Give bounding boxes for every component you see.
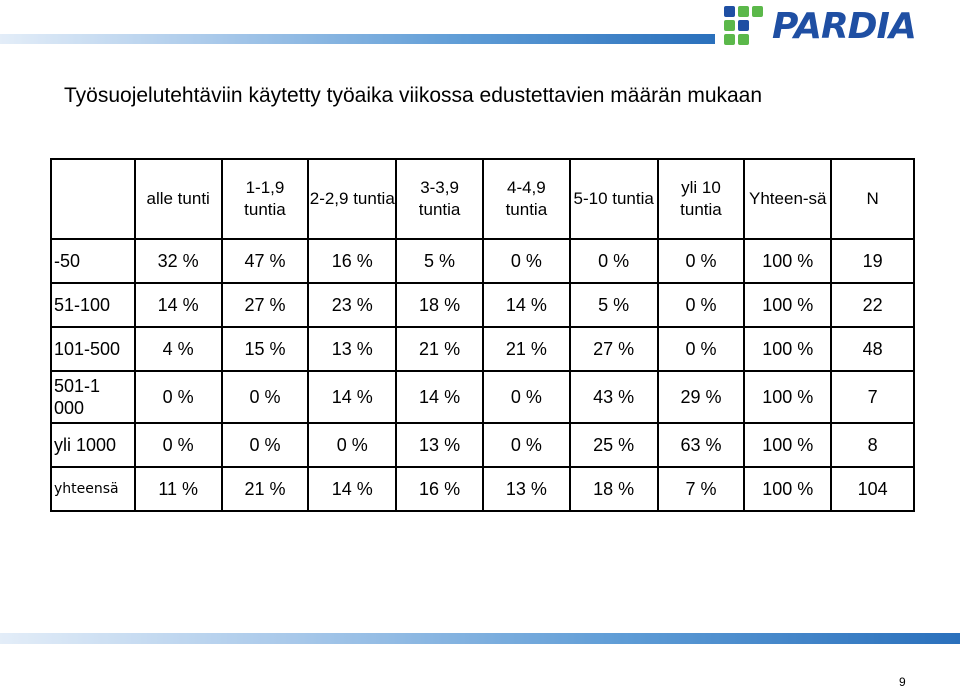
logo-wordmark: PARDIA bbox=[772, 6, 916, 47]
table-cell: 0 % bbox=[483, 423, 570, 467]
table-row bbox=[51, 283, 914, 327]
table-cell: 5 % bbox=[570, 283, 658, 327]
table-cell: 27 % bbox=[570, 327, 658, 371]
logo-mark-icon bbox=[722, 2, 770, 50]
page-title: Työsuojelutehtäviin käytetty työaika viikossa edustettavien määrän mukaan bbox=[64, 84, 763, 107]
table-cell: 15 % bbox=[222, 327, 309, 371]
table-cell: 48 bbox=[831, 327, 914, 371]
table-cell: 14 % bbox=[308, 371, 396, 423]
table-cell: 0 % bbox=[658, 239, 745, 283]
table-cell: 0 % bbox=[658, 283, 745, 327]
table-cell: 18 % bbox=[570, 467, 658, 511]
table-row-total bbox=[51, 467, 914, 511]
top-decorative-bar bbox=[0, 34, 715, 44]
table-cell: 100 % bbox=[744, 423, 831, 467]
table-cell: 11 % bbox=[135, 467, 222, 511]
table-cell: 0 % bbox=[222, 423, 309, 467]
table-cell: 5 % bbox=[396, 239, 483, 283]
row-label: -50 bbox=[51, 239, 135, 283]
page-number: 9 bbox=[899, 675, 906, 689]
bottom-decorative-bar bbox=[0, 633, 960, 644]
table-cell: 0 % bbox=[308, 423, 396, 467]
table-cell: 22 bbox=[831, 283, 914, 327]
table-cell: 7 bbox=[831, 371, 914, 423]
data-table bbox=[50, 158, 915, 512]
table-cell: 32 % bbox=[135, 239, 222, 283]
table-cell: 63 % bbox=[658, 423, 745, 467]
row-label: 501-1000 bbox=[51, 371, 135, 423]
table-cell: 29 % bbox=[658, 371, 745, 423]
column-header: alle tunti bbox=[135, 159, 222, 239]
table-cell: 14 % bbox=[483, 283, 570, 327]
column-header: Yhteen-sä bbox=[744, 159, 831, 239]
table-cell: 27 % bbox=[222, 283, 309, 327]
table-cell: 100 % bbox=[744, 467, 831, 511]
table-cell: 0 % bbox=[570, 239, 658, 283]
header-corner bbox=[51, 159, 135, 239]
table-cell: 0 % bbox=[135, 371, 222, 423]
table-cell: 13 % bbox=[308, 327, 396, 371]
column-header: 5-10 tuntia bbox=[570, 159, 658, 239]
table-cell: 21 % bbox=[483, 327, 570, 371]
table-cell: 14 % bbox=[308, 467, 396, 511]
column-header: 1-1,9 tuntia bbox=[222, 159, 309, 239]
row-label: yhteensä bbox=[51, 467, 135, 511]
table-cell: 0 % bbox=[483, 239, 570, 283]
table-cell: 16 % bbox=[396, 467, 483, 511]
table-cell: 21 % bbox=[222, 467, 309, 511]
table-cell: 0 % bbox=[483, 371, 570, 423]
table-row bbox=[51, 327, 914, 371]
table-row bbox=[51, 239, 914, 283]
column-header: yli 10 tuntia bbox=[658, 159, 745, 239]
table-header-row bbox=[51, 159, 914, 239]
table-cell: 100 % bbox=[744, 327, 831, 371]
table-cell: 43 % bbox=[570, 371, 658, 423]
table-cell: 100 % bbox=[744, 283, 831, 327]
table-cell: 4 % bbox=[135, 327, 222, 371]
table-row bbox=[51, 423, 914, 467]
table-cell: 23 % bbox=[308, 283, 396, 327]
table-cell: 25 % bbox=[570, 423, 658, 467]
table-cell: 7 % bbox=[658, 467, 745, 511]
table-cell: 18 % bbox=[396, 283, 483, 327]
column-header: 2-2,9 tuntia bbox=[308, 159, 396, 239]
table-cell: 14 % bbox=[135, 283, 222, 327]
row-label: yli 1000 bbox=[51, 423, 135, 467]
table-cell: 13 % bbox=[483, 467, 570, 511]
table-cell: 104 bbox=[831, 467, 914, 511]
table-cell: 8 bbox=[831, 423, 914, 467]
table-cell: 100 % bbox=[744, 371, 831, 423]
row-label: 101-500 bbox=[51, 327, 135, 371]
table-cell: 16 % bbox=[308, 239, 396, 283]
column-header: 4-4,9 tuntia bbox=[483, 159, 570, 239]
row-label: 51-100 bbox=[51, 283, 135, 327]
column-header: N bbox=[831, 159, 914, 239]
table-cell: 0 % bbox=[135, 423, 222, 467]
table-row bbox=[51, 371, 914, 423]
table-cell: 21 % bbox=[396, 327, 483, 371]
table-cell: 19 bbox=[831, 239, 914, 283]
table-cell: 0 % bbox=[658, 327, 745, 371]
table-cell: 0 % bbox=[222, 371, 309, 423]
column-header: 3-3,9 tuntia bbox=[396, 159, 483, 239]
table-cell: 100 % bbox=[744, 239, 831, 283]
pardia-logo bbox=[722, 2, 922, 50]
table-cell: 47 % bbox=[222, 239, 309, 283]
table-cell: 14 % bbox=[396, 371, 483, 423]
table-cell: 13 % bbox=[396, 423, 483, 467]
